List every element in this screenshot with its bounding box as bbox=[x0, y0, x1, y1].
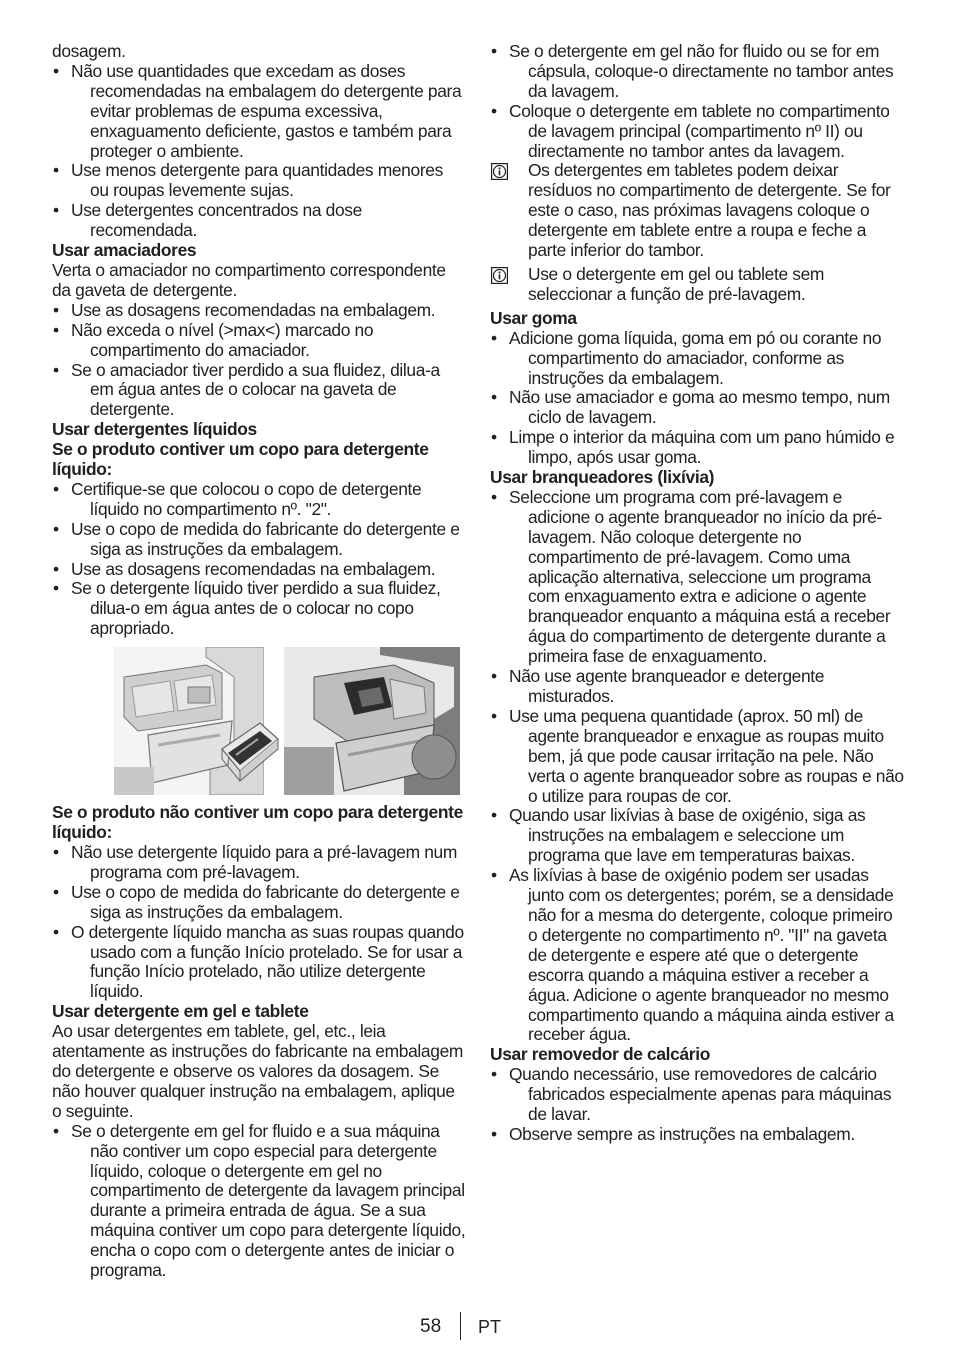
liquid-bullet-list-with-cup bbox=[52, 480, 466, 639]
bullet-item: • Observe sempre as instruções na embalagem. bbox=[490, 1125, 906, 1145]
liquid-bullet-list-without-cup bbox=[52, 843, 466, 1002]
footer-divider bbox=[460, 1312, 461, 1340]
language-code: PT bbox=[478, 1317, 502, 1337]
info-note bbox=[490, 265, 906, 305]
starch-heading: Usar goma bbox=[490, 307, 577, 328]
bullet-item: • Use uma pequena quantidade (aprox. 50 ml) de agente branqueador e enxague as roupas muito bem, já que pode causar irritação na pele. Não verta o agente branqueador sobre as roupas e não o utilize para roupas de cor. bbox=[490, 707, 906, 807]
intro-text: dosagem. bbox=[52, 41, 126, 61]
bullet-item: • Use o copo de medida do fabricante do detergente e siga as instruções da embalagem. bbox=[52, 520, 466, 560]
info-note-text: Os detergentes em tabletes podem deixar resíduos no compartimento de detergente. Se for este o caso, nas próximas lavagens coloque o detergente em tablete entre a roupa e feche a parte inferior do tambor. bbox=[528, 160, 891, 261]
bullet-item: • Não exceda o nível (>max<) marcado no compartimento do amaciador. bbox=[52, 321, 466, 361]
gel-heading: Usar detergente em gel e tablete bbox=[52, 1001, 309, 1022]
page-footer bbox=[0, 1312, 954, 1342]
bullet-item: • Quando usar lixívias à base de oxigénio, siga as instruções na embalagem e seleccione um programa que lave em temperaturas baixas. bbox=[490, 806, 906, 866]
info-note-text: Use o detergente em gel ou tablete sem seleccionar a função de pré-lavagem. bbox=[528, 263, 825, 304]
bullet-item: • Use o copo de medida do fabricante do detergente e siga as instruções da embalagem. bbox=[52, 883, 466, 923]
bullet-item: • Não use agente branqueador e detergente misturados. bbox=[490, 667, 906, 707]
page-number: 58 bbox=[420, 1316, 442, 1337]
bullet-item: • Se o detergente em gel não for fluido ou se for em cápsula, coloque-o directamente no tambor antes da lavagem. bbox=[490, 42, 906, 102]
bleach-bullet-list bbox=[490, 488, 906, 1045]
left-column bbox=[52, 42, 466, 1281]
descaler-heading: Usar removedor de calcário bbox=[490, 1044, 710, 1065]
info-icon bbox=[491, 163, 508, 180]
drawer-with-cup-image bbox=[284, 647, 460, 795]
liquid-heading: Usar detergentes líquidos bbox=[52, 419, 257, 440]
gel-bullet-list-left bbox=[52, 1122, 466, 1281]
bleach-heading: Usar branqueadores (lixívia) bbox=[490, 467, 715, 488]
bullet-item: • Se o detergente em gel for fluido e a sua máquina não contiver um copo especial para detergente líquido, coloque o detergente em gel no compartimento de detergente da lavagem principal durante a primeira entrada de água. Se a sua máquina contiver um copo para detergente líquido, encha o copo com o detergente antes de iniciar o programa. bbox=[52, 1122, 466, 1281]
bullet-item: • O detergente líquido mancha as suas roupas quando usado com a função Início protelado. Se for usar a função Início protelado, não utilize detergente líquido. bbox=[52, 923, 466, 1003]
bullet-item: • Coloque o detergente em tablete no compartimento de lavagem principal (compartimento nº II) ou directamente no tambor antes da lavagem. bbox=[490, 102, 906, 162]
bullet-item: • Não use quantidades que excedam as doses recomendadas na embalagem do detergente para evitar problemas de espuma excessiva, enxaguamento deficiente, gastos e também para proteger o ambiente. bbox=[52, 62, 466, 162]
bullet-item: • Não use detergente líquido para a pré-lavagem num programa com pré-lavagem. bbox=[52, 843, 466, 883]
liquid-cup-image bbox=[214, 709, 284, 795]
info-icon bbox=[491, 267, 508, 284]
gel-text: Ao usar detergentes em tablete, gel, etc., leia atentamente as instruções do fabricante na embalagem do detergente e observe os valores da dosagem. Se não houver qualquer instrução na embalagem, aplique o seguinte. bbox=[52, 1021, 464, 1121]
softener-heading: Usar amaciadores bbox=[52, 240, 197, 261]
bullet-item: • Use as dosagens recomendadas na embalagem. bbox=[52, 560, 466, 580]
bullet-item: • Adicione goma líquida, goma em pó ou corante no compartimento do amaciador, conforme as instruções da embalagem. bbox=[490, 329, 906, 389]
gel-bullet-list-right bbox=[490, 42, 906, 161]
descaler-bullet-list bbox=[490, 1065, 906, 1145]
bullet-item: • Use as dosagens recomendadas na embalagem. bbox=[52, 301, 466, 321]
bullet-item: • Certifique-se que colocou o copo de detergente líquido no compartimento nº. "2". bbox=[52, 480, 466, 520]
bullet-item: • Use menos detergente para quantidades menores ou roupas levemente sujas. bbox=[52, 161, 466, 201]
detergent-drawer-illustration bbox=[52, 647, 466, 797]
softener-bullet-list bbox=[52, 301, 466, 420]
bullet-item: • Seleccione um programa com pré-lavagem e adicione o agente branqueador no início da pré-lavagem. Não coloque detergente no compartimento de pré-lavagem. Como uma aplicação alternativa, seleccione um programa com enxaguamento extra e adicione o agente branqueador enquanto a máquina está a receber água do compartimento de detergente durante a primeira fase de enxaguamento. bbox=[490, 488, 906, 667]
bullet-item: • Não use amaciador e goma ao mesmo tempo, num ciclo de lavagem. bbox=[490, 388, 906, 428]
intro-bullet-list bbox=[52, 62, 466, 241]
bullet-item: • As lixívias à base de oxigénio podem ser usadas junto com os detergentes; porém, se a densidade não for a mesma do detergente, coloque primeiro o detergente no compartimento nº. "II" na gaveta de detergente e espere até que o detergente escorra quando a máquina estiver a receber a água. Adicione o agente branqueador no mesmo compartimento quando a máquina ainda estiver a receber água. bbox=[490, 866, 906, 1045]
bullet-item: • Use detergentes concentrados na dose recomendada. bbox=[52, 201, 466, 241]
info-note bbox=[490, 161, 906, 261]
liquid-subheading-without-cup: Se o produto não contiver um copo para detergente líquido: bbox=[52, 802, 463, 843]
liquid-subheading-with-cup: Se o produto contiver um copo para detergente líquido: bbox=[52, 439, 429, 480]
info-note-list bbox=[490, 161, 906, 304]
bullet-item: • Se o detergente líquido tiver perdido a sua fluidez, dilua-o em água antes de o colocar no copo apropriado. bbox=[52, 579, 466, 639]
bullet-item: • Quando necessário, use removedores de calcário fabricados especialmente apenas para máquinas de lavar. bbox=[490, 1065, 906, 1125]
bullet-item: • Se o amaciador tiver perdido a sua fluidez, dilua-a em água antes de o colocar na gaveta de detergente. bbox=[52, 361, 466, 421]
bullet-item: • Limpe o interior da máquina com um pano húmido e limpo, após usar goma. bbox=[490, 428, 906, 468]
starch-bullet-list bbox=[490, 329, 906, 468]
right-column bbox=[490, 42, 906, 1145]
softener-text: Verta o amaciador no compartimento correspondente da gaveta de detergente. bbox=[52, 259, 446, 300]
